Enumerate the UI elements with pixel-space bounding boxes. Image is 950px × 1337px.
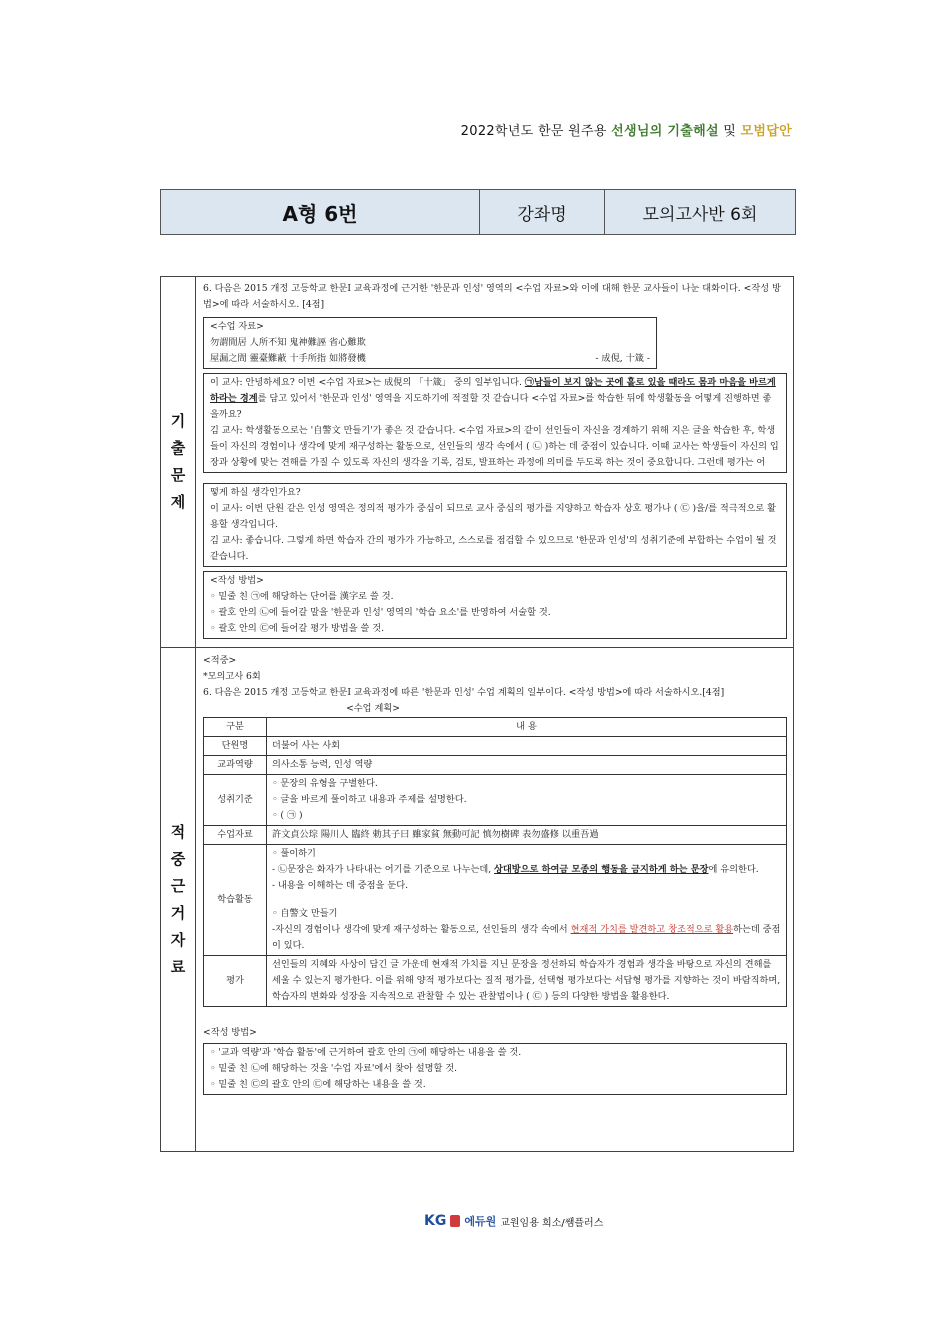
cell-text: - ㉡문장은 화자가 나타내는 어기를 기준으로 나누는데, bbox=[272, 864, 495, 875]
source-tag: <적중> bbox=[203, 655, 237, 666]
brand-name: 에듀원 bbox=[464, 1215, 497, 1228]
exam-dialog-box bbox=[203, 373, 787, 473]
exam-section bbox=[203, 281, 787, 643]
problem-title: A형 6번 bbox=[161, 190, 480, 234]
cell-line: ◦ 풀이하기 bbox=[272, 848, 316, 859]
exam-dialog-box-2 bbox=[203, 483, 787, 567]
row-label: 수업자료 bbox=[204, 826, 267, 845]
row-value bbox=[267, 845, 787, 956]
cell-line: ◦ ( ㉠ ) bbox=[272, 810, 303, 821]
dialog-teacher-kim: 김 교사: 학생활동으로는 '自警文 만들기'가 좋은 것 같습니다. <수업 자료>의 같이 선인들이 자신을 경계하기 위해 지은 글을 학습한 후, 학생들이 자신의 경험이나 생각에 맞게 재구성하는 활동으로, 선인들의 생각 속에서 ( ㉡ )하는 데 중점이 있습니다. 이때 교사는 학생들이 자신의 입장과 상황에 맞는 견해를 가질 수 있도록 자신의 생각을 기록, 검토, 발표하는 과정에 의미를 두도록 하는 것이 중요합니다. 그런데 평가는 어 bbox=[210, 425, 779, 468]
course-label: 강좌명 bbox=[480, 190, 605, 234]
dialog-text: 이 교사: 안녕하세요? 이번 <수업 자료>는 成俔의 「十箴」 중의 일부입니다. bbox=[210, 377, 525, 388]
exam-method-box bbox=[203, 571, 787, 639]
plan-table bbox=[203, 717, 787, 1007]
title-bar bbox=[160, 189, 796, 235]
side-char: 자 bbox=[170, 930, 186, 949]
cell-line: ◦ 自警文 만들기 bbox=[272, 908, 338, 919]
course-name: 모의고사반 6회 bbox=[642, 204, 758, 225]
cell-underlined: 상대방으로 하여금 모종의 행동을 금지하게 하는 문장 bbox=[494, 864, 709, 875]
table-row bbox=[204, 826, 787, 845]
row-value: 許文貞公琮 陽川人 臨終 勅其子曰 雖家貧 無動可記 慎勿樹碑 表勿盛修 以重吾過 bbox=[267, 826, 787, 845]
material-source: - 成俔, 十箴 - bbox=[595, 353, 650, 364]
row-value bbox=[267, 775, 787, 826]
table-row bbox=[204, 756, 787, 775]
header-mid: 및 bbox=[718, 124, 741, 139]
dialog-text: 이 교사: 이번 단원 같은 인성 영역은 정의적 평가가 중심이 되므로 교사 중심의 평가를 지양하고 학습자 상호 평가나 ( ㉢ )을/를 적극적으로 활용할 생각입니다. bbox=[210, 503, 777, 530]
side-char: 제 bbox=[170, 493, 186, 511]
row-value: 더불어 사는 사회 bbox=[267, 737, 787, 756]
cell-text: 하는데 중점이 있다. bbox=[272, 924, 781, 951]
cell-text: 에 유의한다. bbox=[708, 864, 759, 875]
side-label-source bbox=[161, 648, 196, 1151]
exam-material bbox=[203, 317, 657, 369]
method-item: ◦ 밑줄 친 ㉢의 괄호 안의 ㉢에 해당하는 내용을 쓸 것. bbox=[210, 1079, 426, 1090]
dialog-text: 떻게 하실 생각인가요? bbox=[210, 487, 301, 498]
kg-logo: KG bbox=[424, 1213, 447, 1229]
side-char: 적 bbox=[170, 822, 186, 841]
method-item: ◦ 밑줄 친 ㉡에 해당하는 것을 '수업 자료'에서 찾아 설명할 것. bbox=[210, 1063, 458, 1074]
dialog-text: 를 담고 있어서 '한문과 인성' 영역을 지도하기에 적절할 것 같습니다 <수업 자료>를 학습한 뒤에 학생활동을 어떻게 진행하면 좋을까요? bbox=[210, 393, 772, 420]
material-line: 勿謂閒居 人所不知 鬼神難誣 省心難欺 bbox=[210, 337, 366, 348]
cell-line bbox=[272, 862, 781, 878]
method-item: ◦ 괄호 안의 ㉡에 들어갈 말을 '한문과 인성' 영역의 '학습 요소'를 반영하여 서술할 것. bbox=[210, 607, 551, 618]
cell-line: ◦ 글을 바르게 풀이하고 내용과 주제를 설명한다. bbox=[272, 794, 467, 805]
exam-question: 6. 다음은 2015 개정 고등학교 한문Ⅰ 교육과정에 근거한 '한문과 인성' 영역의 <수업 자료>와 이에 대해 한문 교사들이 나눈 대화이다. <작성 방법>에 따라 서술하시오. [4점] bbox=[203, 283, 781, 310]
document-header bbox=[461, 120, 792, 139]
method-item: ◦ 괄호 안의 ㉢에 들어갈 평가 방법을 쓸 것. bbox=[210, 623, 385, 634]
dialog-text: 김 교사: 좋습니다. 그렇게 하면 학습자 간의 평가가 가능하고, 스스로를 점검할 수 있으므로 '한문과 인성'의 성취기준에 부합하는 수업이 될 것 같습니다. bbox=[210, 535, 777, 562]
side-label-exam bbox=[161, 277, 196, 647]
row-label: 단원명 bbox=[204, 737, 267, 756]
source-section bbox=[203, 653, 787, 1099]
row-value: 선인들의 지혜와 사상이 담긴 글 가운데 현재적 가치를 지닌 문장을 정선하되 학습자가 경험과 생각을 바탕으로 자신의 견해를 세울 수 있는지 평가한다. 이를 위해 양적 평가보다는 질적 평가를, 선택형 평가보다는 서답형 평가를 지향하는 것이 바람직하며, 학습자의 변화와 성장을 지속적으로 관찰할 수 있는 관찰법이나 ( ㉢ ) 등의 다양한 방법을 활용한다. bbox=[267, 956, 787, 1007]
cell-red-text: 현재적 가치를 발견하고 창조적으로 활용 bbox=[570, 924, 734, 935]
method-title: <작성 방법> bbox=[210, 575, 264, 586]
row-label: 학습활동 bbox=[204, 845, 267, 956]
row-label: 성취기준 bbox=[204, 775, 267, 826]
dialog-underlined: ㉠남들이 보지 않는 곳에 홀로 있을 때라도 몸과 마음을 바르게 하라는 경계 bbox=[210, 377, 776, 404]
cell-line: - 내용을 이해하는 데 중점을 둔다. bbox=[272, 880, 409, 891]
source-name: *모의고사 6회 bbox=[203, 671, 261, 682]
table-header: 구분 bbox=[204, 718, 267, 737]
row-label: 평가 bbox=[204, 956, 267, 1007]
content-frame bbox=[160, 276, 794, 1152]
source-question: 6. 다음은 2015 개정 고등학교 한문Ⅰ 교육과정에 따른 '한문과 인성' 수업 계획의 일부이다. <작성 방법>에 따라 서술하시오.[4점] bbox=[203, 687, 725, 698]
table-row bbox=[204, 956, 787, 1007]
dialog-teacher-lee bbox=[210, 375, 780, 423]
row-label: 교과역량 bbox=[204, 756, 267, 775]
source-method-box bbox=[203, 1043, 787, 1095]
side-char: 기 bbox=[170, 412, 186, 430]
method-item: ◦ '교과 역량'과 '학습 활동'에 근거하여 괄호 안의 ㉠에 해당하는 내용을 쓸 것. bbox=[210, 1047, 522, 1058]
section-divider bbox=[161, 647, 793, 648]
header-prefix: 2022학년도 한문 원주용 bbox=[460, 124, 612, 139]
table-row bbox=[204, 845, 787, 956]
method-title: <작성 방법> bbox=[203, 1027, 257, 1038]
cell-text: -자신의 경험이나 생각에 맞게 재구성하는 활동으로, 선인들의 생각 속에서 bbox=[272, 924, 571, 935]
table-row bbox=[204, 775, 787, 826]
brand-mark-icon bbox=[450, 1215, 460, 1227]
table-row bbox=[204, 718, 787, 737]
table-header: 내 용 bbox=[267, 718, 787, 737]
side-char: 료 bbox=[170, 957, 186, 976]
side-char: 문 bbox=[170, 466, 186, 484]
plan-title: <수업 계획> bbox=[346, 703, 400, 714]
table-row bbox=[204, 737, 787, 756]
side-char: 거 bbox=[170, 903, 186, 922]
footer-logo bbox=[424, 1213, 603, 1229]
method-item: ◦ 밑줄 친 ㉠에 해당하는 단어를 漢字로 쓸 것. bbox=[210, 591, 394, 602]
cell-line: ◦ 문장의 유형을 구별한다. bbox=[272, 778, 378, 789]
header-highlight-gold: 모범답안 bbox=[740, 124, 792, 139]
material-line: 屋漏之間 靈臺難蔽 十手所指 如將發機 bbox=[210, 353, 366, 364]
material-title: <수업 자료> bbox=[210, 321, 264, 332]
side-char: 출 bbox=[170, 439, 186, 457]
cell-line bbox=[272, 922, 781, 954]
footer-text: 교원임용 희소/쌤플러스 bbox=[500, 1217, 604, 1229]
side-char: 중 bbox=[170, 849, 186, 868]
row-value: 의사소통 능력, 인성 역량 bbox=[267, 756, 787, 775]
side-char: 근 bbox=[170, 876, 186, 895]
header-highlight-green: 선생님의 기출해설 bbox=[611, 124, 719, 139]
spacer bbox=[272, 894, 781, 906]
